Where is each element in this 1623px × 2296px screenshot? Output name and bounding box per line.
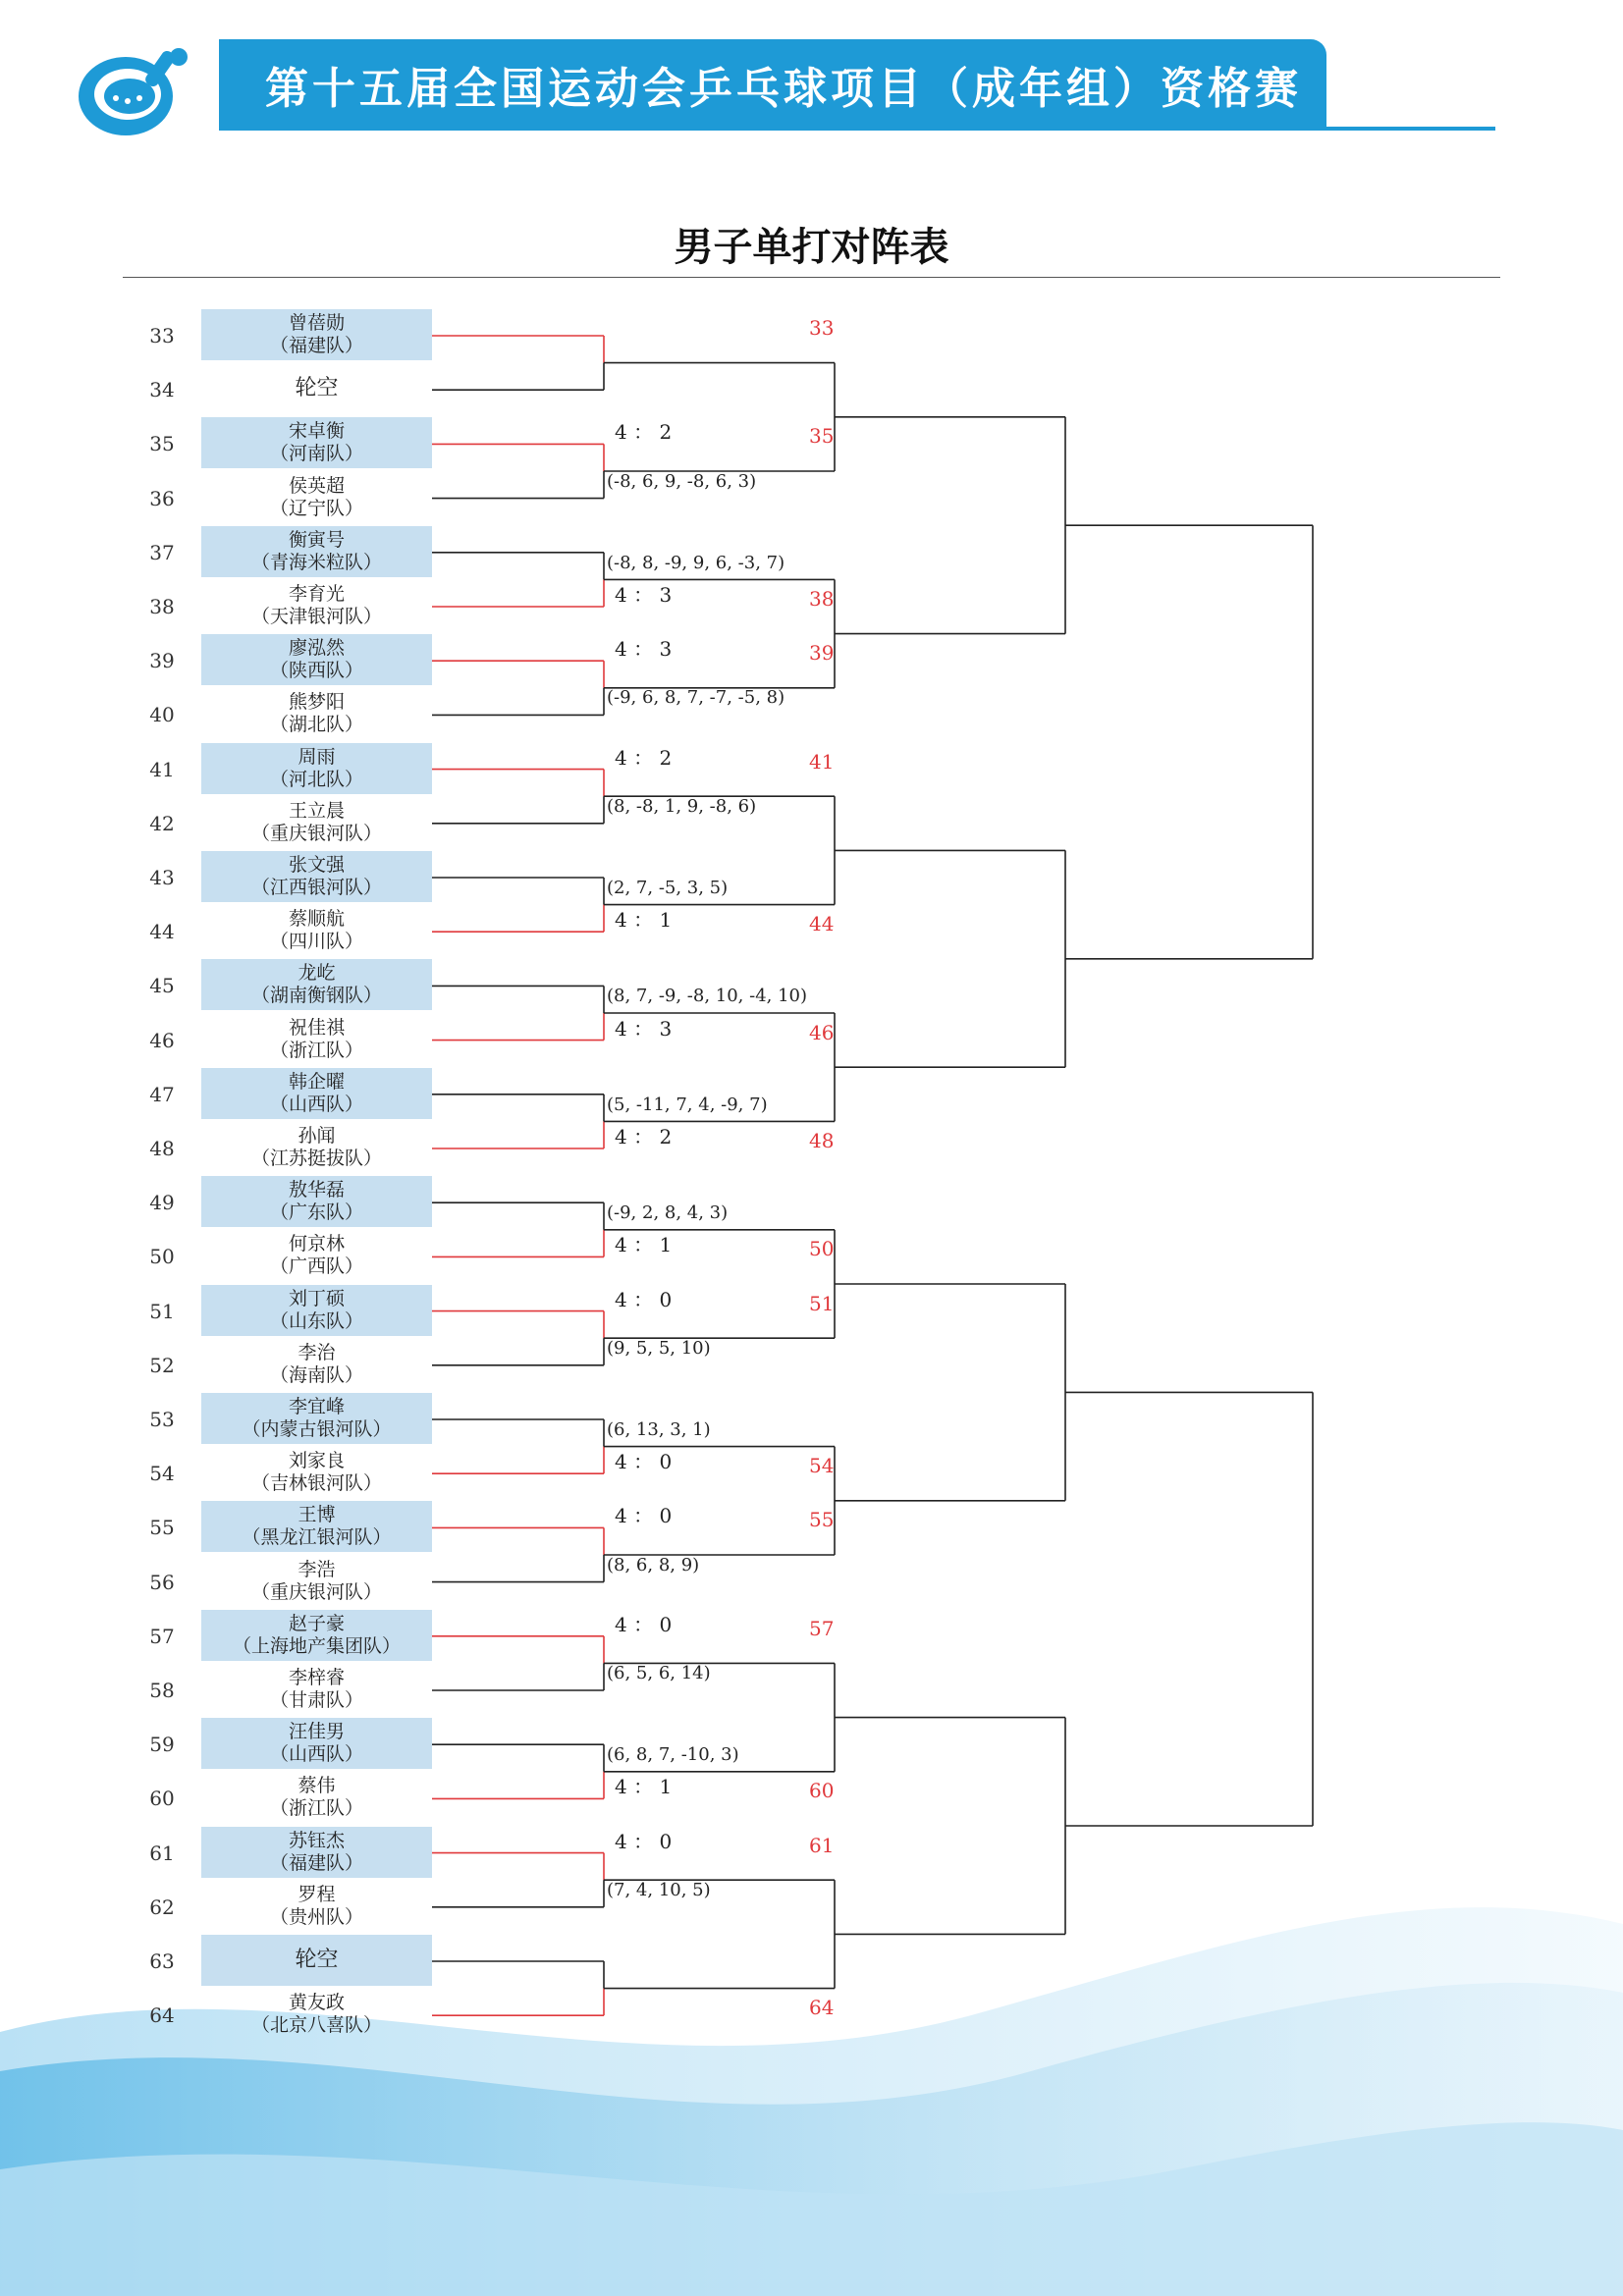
match-score: 4 ： 2 xyxy=(615,420,673,445)
player-team: （陕西队） xyxy=(269,660,363,682)
seed-number: 40 xyxy=(149,703,175,727)
seed-number: 55 xyxy=(149,1516,175,1540)
seed-number: 58 xyxy=(149,1679,175,1702)
seed-number: 34 xyxy=(149,378,175,402)
player-team: （内蒙古银河队） xyxy=(242,1418,392,1440)
seed-number: 64 xyxy=(149,2003,175,2028)
match-score: 4 ： 3 xyxy=(615,1016,673,1041)
player-name: 龙屹 xyxy=(298,962,336,985)
player-name: 何京林 xyxy=(288,1233,345,1255)
player-name: 苏钰杰 xyxy=(288,1829,345,1851)
player-team: （湖北队） xyxy=(269,714,363,736)
game-scores: (9, 5, 5, 10) xyxy=(607,1337,711,1359)
player-name: 侯英超 xyxy=(288,474,345,497)
player-name: 罗程 xyxy=(298,1883,336,1905)
player-team: （海南队） xyxy=(269,1363,363,1386)
match-score: 4 ： 0 xyxy=(615,1829,673,1853)
player-team: （河北队） xyxy=(269,768,363,790)
game-scores: (6, 13, 3, 1) xyxy=(607,1419,711,1440)
advancing-seed: 38 xyxy=(809,587,835,611)
player-name: 韩企曜 xyxy=(288,1070,345,1093)
advancing-seed: 41 xyxy=(809,749,835,774)
player-name: 熊梦阳 xyxy=(288,691,345,714)
player-name: 李梓睿 xyxy=(288,1667,345,1688)
player-team: （江西银河队） xyxy=(250,877,382,898)
player-team: （山西队） xyxy=(269,1093,363,1115)
player-team: （福建队） xyxy=(269,1851,363,1874)
seed-number: 48 xyxy=(149,1137,175,1160)
advancing-seed: 61 xyxy=(809,1833,835,1857)
player-name: 刘家良 xyxy=(288,1450,345,1472)
seed-number: 38 xyxy=(149,595,175,618)
match-score: 4 ： 1 xyxy=(615,1233,673,1257)
seed-number: 52 xyxy=(149,1353,175,1377)
player-team: （福建队） xyxy=(269,335,363,356)
player-name: 廖泓然 xyxy=(288,637,345,660)
player-name: 敖华磊 xyxy=(288,1179,345,1201)
advancing-seed: 64 xyxy=(809,1996,835,2020)
seed-number: 35 xyxy=(149,432,175,456)
match-score: 4 ： 0 xyxy=(615,1450,673,1474)
seed-number: 45 xyxy=(149,974,175,998)
advancing-seed: 44 xyxy=(809,912,835,936)
player-name: 赵子豪 xyxy=(288,1612,345,1634)
game-scores: (2, 7, -5, 3, 5) xyxy=(607,878,729,898)
game-scores: (8, 6, 8, 9) xyxy=(607,1554,700,1575)
advancing-seed: 46 xyxy=(809,1020,835,1044)
player-name: 祝佳祺 xyxy=(288,1016,345,1039)
game-scores: (8, -8, 1, 9, -8, 6) xyxy=(607,795,757,817)
player-team: （青海米粒队） xyxy=(250,551,382,573)
player-team: （黑龙江银河队） xyxy=(242,1526,392,1549)
seed-number: 44 xyxy=(149,920,175,944)
seed-number: 56 xyxy=(149,1570,175,1594)
seed-number: 63 xyxy=(149,1949,175,1973)
player-name: 轮空 xyxy=(295,376,339,401)
seed-number: 33 xyxy=(149,324,175,347)
game-scores: (6, 5, 6, 14) xyxy=(607,1663,711,1683)
player-name: 轮空 xyxy=(295,1948,339,1972)
player-name: 王博 xyxy=(298,1504,336,1526)
player-name: 李宜峰 xyxy=(288,1396,345,1417)
player-name: 孙闻 xyxy=(298,1125,336,1147)
player-name: 刘丁硕 xyxy=(288,1287,345,1309)
player-name: 李浩 xyxy=(298,1558,336,1580)
match-score: 4 ： 2 xyxy=(615,745,673,770)
game-scores: (5, -11, 7, 4, -9, 7) xyxy=(607,1094,768,1115)
player-team: （湖南衡钢队） xyxy=(250,985,382,1007)
seed-number: 37 xyxy=(149,540,175,564)
seed-number: 62 xyxy=(149,1895,175,1919)
player-team: （贵州队） xyxy=(269,1905,363,1928)
player-name: 衡寅号 xyxy=(288,528,345,551)
advancing-seed: 51 xyxy=(809,1291,835,1315)
player-team: （广东队） xyxy=(269,1201,363,1224)
player-name: 蔡伟 xyxy=(298,1775,336,1797)
player-name: 王立晨 xyxy=(288,799,345,822)
advancing-seed: 60 xyxy=(809,1779,835,1803)
seed-number: 50 xyxy=(149,1245,175,1269)
player-team: （辽宁队） xyxy=(269,497,363,519)
seed-number: 53 xyxy=(149,1408,175,1431)
match-score: 4 ： 3 xyxy=(615,583,673,607)
player-name: 黄友政 xyxy=(288,1992,345,2014)
advancing-seed: 57 xyxy=(809,1616,835,1640)
seed-number: 43 xyxy=(149,866,175,889)
player-team: （上海地产集团队） xyxy=(232,1634,401,1657)
player-team: （吉林银河队） xyxy=(250,1472,382,1495)
game-scores: (7, 4, 10, 5) xyxy=(607,1879,711,1900)
game-scores: (8, 7, -9, -8, 10, -4, 10) xyxy=(607,986,808,1007)
seed-number: 51 xyxy=(149,1299,175,1323)
seed-number: 57 xyxy=(149,1624,175,1648)
advancing-seed: 54 xyxy=(809,1454,835,1478)
seed-number: 41 xyxy=(149,757,175,781)
match-score: 4 ： 1 xyxy=(615,1775,673,1799)
header-title: 第十五届全国运动会乒乓球项目（成年组）资格赛 xyxy=(265,64,1302,114)
advancing-seed: 39 xyxy=(809,641,835,666)
player-name: 周雨 xyxy=(298,745,336,768)
seed-number: 47 xyxy=(149,1082,175,1106)
player-team: （北京八喜队） xyxy=(250,2014,382,2037)
match-score: 4 ： 1 xyxy=(615,908,673,933)
player-team: （山东队） xyxy=(269,1309,363,1332)
player-team: （天津银河队） xyxy=(250,606,382,627)
player-team: （河南队） xyxy=(269,443,363,465)
seed-number: 36 xyxy=(149,486,175,510)
seed-number: 46 xyxy=(149,1028,175,1052)
player-team: （重庆银河队） xyxy=(250,1580,382,1603)
match-score: 4 ： 2 xyxy=(615,1125,673,1148)
advancing-seed: 33 xyxy=(809,316,835,340)
game-scores: (-9, 6, 8, 7, -7, -5, 8) xyxy=(607,687,785,709)
game-scores: (-8, 8, -9, 9, 6, -3, 7) xyxy=(607,552,785,573)
player-name: 蔡顺航 xyxy=(288,908,345,931)
seed-number: 60 xyxy=(149,1787,175,1811)
game-scores: (6, 8, 7, -10, 3) xyxy=(607,1744,739,1766)
seed-number: 59 xyxy=(149,1733,175,1757)
player-name: 曾蓓勋 xyxy=(288,312,345,334)
player-team: （山西队） xyxy=(269,1743,363,1766)
seed-number: 49 xyxy=(149,1191,175,1215)
advancing-seed: 55 xyxy=(809,1508,835,1532)
seed-number: 61 xyxy=(149,1841,175,1865)
seed-number: 42 xyxy=(149,811,175,835)
seed-number: 39 xyxy=(149,649,175,673)
game-scores: (-8, 6, 9, -8, 6, 3) xyxy=(607,470,757,492)
page-title: 男子单打对阵表 xyxy=(674,225,949,270)
player-team: （甘肃队） xyxy=(269,1689,363,1711)
match-score: 4 ： 3 xyxy=(615,637,673,662)
player-team: （重庆银河队） xyxy=(250,822,382,844)
player-name: 宋卓衡 xyxy=(288,420,345,443)
player-team: （四川队） xyxy=(269,931,363,953)
advancing-seed: 35 xyxy=(809,424,835,449)
match-score: 4 ： 0 xyxy=(615,1504,673,1528)
player-name: 李治 xyxy=(298,1341,336,1363)
player-team: （浙江队） xyxy=(269,1039,363,1061)
player-name: 张文强 xyxy=(288,854,345,876)
game-scores: (-9, 2, 8, 4, 3) xyxy=(607,1202,729,1224)
player-name: 汪佳男 xyxy=(288,1721,345,1743)
advancing-seed: 50 xyxy=(809,1237,835,1261)
player-team: （广西队） xyxy=(269,1255,363,1278)
match-score: 4 ： 0 xyxy=(615,1612,673,1636)
advancing-seed: 48 xyxy=(809,1129,835,1152)
player-team: （江苏挺拔队） xyxy=(250,1148,382,1169)
player-name: 李育光 xyxy=(288,583,345,605)
seed-number: 54 xyxy=(149,1462,175,1486)
match-score: 4 ： 0 xyxy=(615,1287,673,1311)
player-team: （浙江队） xyxy=(269,1797,363,1820)
